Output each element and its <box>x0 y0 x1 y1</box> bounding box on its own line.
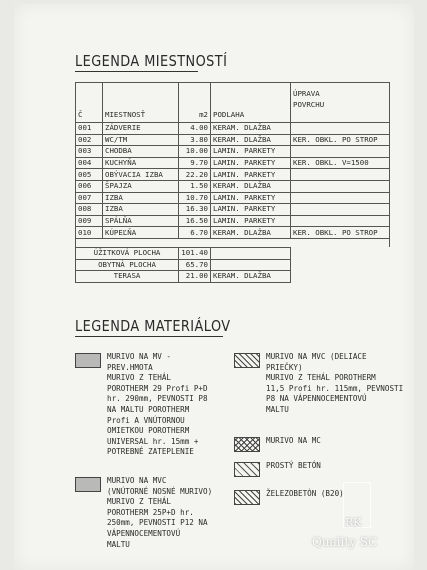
room-finish <box>291 204 390 216</box>
table-row <box>76 215 390 227</box>
room-area: 16.30 <box>179 204 211 216</box>
room-finish <box>291 180 390 192</box>
room-finish: KER. OBKL. PO STROP <box>291 227 390 239</box>
room-finish <box>291 192 390 204</box>
room-floor: LAMIN. PARKETY <box>211 215 291 227</box>
room-number: 009 <box>76 215 103 227</box>
summary-row <box>76 259 390 271</box>
material-right-1-description: MURIVO NA MVC (DELIACE PRIEČKY) MURIVO Z TEHÁL POROTHERM 11,5 Profi hr. 115mm, PEVNOSTI P8 NA VÁPENNOCEMENTOVÚ MALTU <box>266 352 404 414</box>
room-area: 6.70 <box>179 227 211 239</box>
material-left-2-swatch <box>75 477 101 492</box>
spacer-cell <box>76 238 390 247</box>
room-name: SPÁLŇA <box>103 215 179 227</box>
room-finish <box>291 215 390 227</box>
material-left-1-description: MURIVO NA MV - PREV.HMOTA MURIVO Z TEHÁL POROTHERM 29 Profi P+D hr. 290mm, PEVNOSTI P8 NA MALTU POROTHERM Profi A VNÚTORNOU OMIETKOU POROTHERM UNIVERSAL hr. 15mm + POTREBNÉ ZATEPLENIE <box>107 352 208 457</box>
room-floor: KERAM. DLAŽBA <box>211 227 291 239</box>
room-area: 10.00 <box>179 146 211 158</box>
summary-row <box>76 271 390 283</box>
spacer-row <box>76 238 390 247</box>
summary-area: 101.40 <box>179 247 211 259</box>
room-finish <box>291 146 390 158</box>
room-floor: KERAM. DLAŽBA <box>211 180 291 192</box>
room-number: 010 <box>76 227 103 239</box>
room-floor: LAMIN. PARKETY <box>211 157 291 169</box>
table-row <box>76 192 390 204</box>
room-finish <box>291 169 390 181</box>
table-row <box>76 227 390 239</box>
table-row <box>76 146 390 158</box>
summary-floor <box>211 247 291 259</box>
rooms-title-underline <box>75 71 198 72</box>
room-area: 16.50 <box>179 215 211 227</box>
rooms-legend-title: LEGENDA MIESTNOSTÍ <box>75 52 228 70</box>
table-row <box>76 169 390 181</box>
room-floor: LAMIN. PARKETY <box>211 146 291 158</box>
material-right-4-swatch <box>234 490 260 505</box>
watermark-line1: RK <box>345 516 362 529</box>
header-no: Č <box>76 83 103 123</box>
material-right-2-swatch <box>234 437 260 452</box>
summary-empty <box>291 259 390 271</box>
room-floor: LAMIN. PARKETY <box>211 169 291 181</box>
summary-label: TERASA <box>76 271 179 283</box>
room-finish: KER. OBKL. PO STROP <box>291 134 390 146</box>
room-number: 001 <box>76 123 103 135</box>
summary-empty <box>291 247 390 259</box>
room-number: 008 <box>76 204 103 216</box>
room-area: 1.50 <box>179 180 211 192</box>
room-area: 3.80 <box>179 134 211 146</box>
room-floor: KERAM. DLAŽBA <box>211 123 291 135</box>
material-left-2-description: MURIVO NA MVC (VNÚTORNÉ NOSNÉ MURIVO) MURIVO Z TEHÁL POROTHERM 25P+D hr. 250mm, PEVNOSTI P12 NA VÁPENNOCEMENTOVÚ MALTU <box>107 476 213 549</box>
material-right-1-swatch <box>234 353 260 368</box>
room-name: ŠPAJZA <box>103 180 179 192</box>
room-name: ZÁDVERIE <box>103 123 179 135</box>
summary-row <box>76 247 390 259</box>
rooms-header-row <box>76 83 390 123</box>
header-finish <box>291 83 390 123</box>
room-name: KUCHYŇA <box>103 157 179 169</box>
summary-label: OBYTNÁ PLOCHA <box>76 259 179 271</box>
room-number: 004 <box>76 157 103 169</box>
summary-floor: KERAM. DLAŽBA <box>211 271 291 283</box>
header-area: m2 <box>179 83 211 123</box>
table-row <box>76 157 390 169</box>
room-number: 003 <box>76 146 103 158</box>
material-right-2-description: MURIVO NA MC <box>266 436 321 445</box>
room-name: IZBA <box>103 192 179 204</box>
header-room: MIESTNOSŤ <box>103 83 179 123</box>
table-row <box>76 180 390 192</box>
table-row <box>76 123 390 135</box>
summary-floor <box>211 259 291 271</box>
room-floor: LAMIN. PARKETY <box>211 192 291 204</box>
summary-label: ÚŽITKOVÁ PLOCHA <box>76 247 179 259</box>
room-name: OBÝVACIA IZBA <box>103 169 179 181</box>
summary-area: 21.00 <box>179 271 211 283</box>
room-number: 007 <box>76 192 103 204</box>
material-right-3-description: PROSTÝ BETÓN <box>266 461 321 470</box>
room-area: 10.70 <box>179 192 211 204</box>
watermark-line2: Quality SC <box>312 535 378 549</box>
header-finish-line2: POVRCHU <box>293 100 325 109</box>
room-name: IZBA <box>103 204 179 216</box>
room-number: 002 <box>76 134 103 146</box>
room-name: WC/TM <box>103 134 179 146</box>
material-right-4-description: ŽELEZOBETÓN (B20) <box>266 489 344 498</box>
summary-empty <box>291 271 390 283</box>
materials-title-underline <box>75 336 223 337</box>
table-row <box>76 204 390 216</box>
room-name: CHODBA <box>103 146 179 158</box>
room-area: 22.20 <box>179 169 211 181</box>
room-floor: KERAM. DLAŽBA <box>211 134 291 146</box>
materials-legend-title: LEGENDA MATERIÁLOV <box>75 317 231 335</box>
room-area: 9.70 <box>179 157 211 169</box>
room-name: KÚPEĽŇA <box>103 227 179 239</box>
room-number: 006 <box>76 180 103 192</box>
header-finish-line1: ÚPRAVA <box>293 89 320 98</box>
table-row <box>76 134 390 146</box>
header-floor: PODLAHA <box>211 83 291 123</box>
material-right-3-swatch <box>234 462 260 477</box>
room-floor: LAMIN. PARKETY <box>211 204 291 216</box>
room-area: 4.00 <box>179 123 211 135</box>
room-finish <box>291 123 390 135</box>
material-left-1-swatch <box>75 353 101 368</box>
room-number: 005 <box>76 169 103 181</box>
summary-area: 65.70 <box>179 259 211 271</box>
room-finish: KER. OBKL. V=1500 <box>291 157 390 169</box>
rooms-table <box>75 82 390 283</box>
